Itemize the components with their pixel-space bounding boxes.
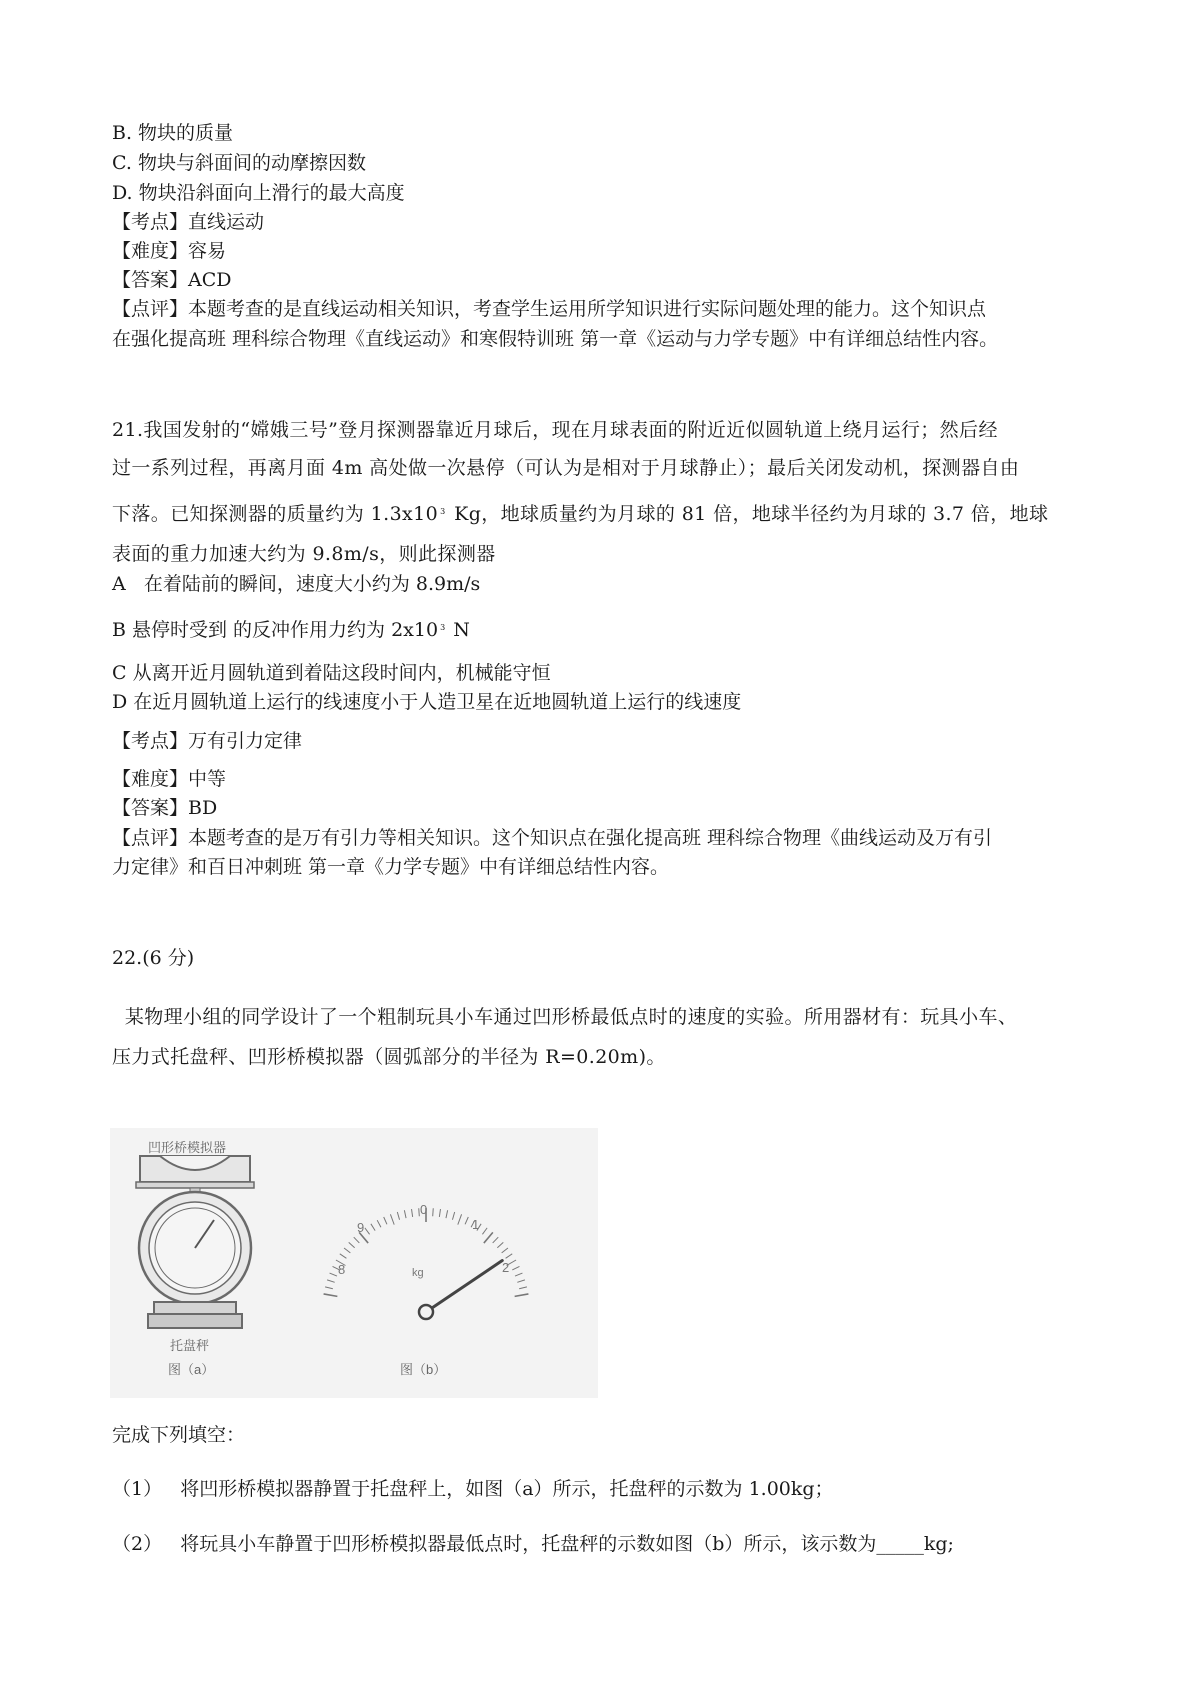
dial-tick-mark: [515, 1273, 522, 1276]
simulator-label: 凹形桥模拟器: [148, 1140, 227, 1155]
option-b: B. 物块的质量: [112, 122, 234, 144]
dial-tick-mark: [377, 1220, 381, 1227]
dial-tick-mark: [340, 1254, 347, 1258]
dial-tick-mark: [439, 1209, 440, 1217]
dial-tick-mark: [452, 1212, 454, 1220]
dial-tick-0: 0: [420, 1202, 428, 1217]
caption-a: 图（a）: [168, 1362, 215, 1377]
dial-tick-8: 8: [338, 1262, 346, 1277]
dial-tick-2: 2: [502, 1260, 510, 1275]
dial-tick-mark: [349, 1242, 355, 1247]
scale-tray: [136, 1182, 254, 1188]
answer-line: 【答案】ACD: [112, 269, 232, 291]
figure-b-dial: [324, 1202, 529, 1377]
q22-intro-line-2: 压力式托盘秤、凹形桥模拟器（圆弧部分的半径为 R=0.20m)。: [112, 1046, 666, 1068]
q22-step-2: （2） 将玩具小车静置于凹形桥模拟器最低点时，托盘秤的示数如图（b）所示，该示数为_____kg;: [112, 1533, 954, 1555]
q21-stem-line-1: 21.我国发射的“嫦娥三号”登月探测器靠近月球后，现在月球表面的附近近似圆轨道上绕月运行；然后经: [112, 419, 998, 441]
q21-comment-line-1: 【点评】本题考查的是万有引力等相关知识。这个知识点在强化提高班 理科综合物理《曲线运动及万有引: [112, 827, 993, 849]
dial-tick-mark: [482, 1228, 487, 1234]
dial-tick-1: 1: [472, 1217, 480, 1232]
q21-stem-line-2: 过一系列过程，再离月面 4m 高处做一次悬停（可认为是相对于月球静止）；最后关闭发动机，探测器自由: [112, 457, 1020, 479]
dial-tick-mark: [512, 1266, 519, 1270]
dial-tick-mark: [484, 1232, 493, 1243]
dial-tick-mark: [371, 1224, 375, 1231]
q22-figure-svg: [110, 1128, 598, 1398]
q21-kaodian: 【考点】万有引力定律: [112, 730, 303, 752]
dial-tick-mark: [502, 1248, 508, 1253]
dial-tick-mark: [327, 1280, 335, 1282]
dial-tick-mark: [519, 1287, 527, 1289]
dial-tick-mark: [404, 1210, 406, 1218]
dial-needle: [426, 1261, 502, 1312]
nandu-line: 【难度】容易: [112, 240, 227, 262]
q21-comment-line-2: 力定律》和百日冲刺班 第一章《力学专题》中有详细总结性内容。: [112, 856, 670, 878]
q21-stem-line-4: 表面的重力加速大约为 9.8m/s，则此探测器: [112, 543, 496, 565]
dial-tick-mark: [412, 1209, 413, 1217]
dial-ticks: [324, 1208, 529, 1296]
dial-tick-mark: [324, 1294, 338, 1296]
dial-unit: kg: [412, 1267, 424, 1279]
dial-tick-mark: [497, 1242, 503, 1247]
q21-option-d: D 在近月圆轨道上运行的线速度小于人造卫星在近地圆轨道上运行的线速度: [112, 691, 742, 713]
dial-tick-mark: [390, 1214, 394, 1224]
comment-line-1: 【点评】本题考查的是直线运动相关知识，考查学生运用所学知识进行实际问题处理的能力。这个知识点: [112, 298, 987, 320]
caption-b: 图（b）: [400, 1362, 447, 1377]
scale-base-top: [154, 1302, 236, 1314]
dial-tick-mark: [493, 1237, 499, 1243]
q22-step-1: （1） 将凹形桥模拟器静置于托盘秤上，如图（a）所示，托盘秤的示数为 1.00kg；: [112, 1478, 834, 1500]
option-d: D. 物块沿斜面向上滑行的最大高度: [112, 182, 405, 204]
dial-tick-mark: [517, 1280, 525, 1282]
kaodian-line: 【考点】直线运动: [112, 211, 265, 233]
dial-tick-mark: [397, 1212, 399, 1220]
dial-tick-mark: [354, 1237, 360, 1243]
option-c: C. 物块与斜面间的动摩擦因数: [112, 152, 366, 174]
dial-tick-mark: [465, 1217, 468, 1224]
dial-tick-mark: [433, 1208, 434, 1216]
dial-tick-mark: [458, 1214, 462, 1224]
dial-tick-mark: [446, 1210, 448, 1218]
dial-tick-mark: [344, 1248, 350, 1253]
q21-option-c: C 从离开近月圆轨道到着陆这段时间内，机械能守恒: [112, 662, 551, 684]
dial-tick-9: 9: [357, 1220, 365, 1235]
dial-tick-mark: [384, 1217, 387, 1224]
q22-intro-line-1: 某物理小组的同学设计了一个粗制玩具小车通过凹形桥最低点时的速度的实验。所用器材有：玩具小车、: [112, 1006, 1018, 1028]
figure-a-scale: [136, 1140, 254, 1377]
dial-tick-mark: [515, 1294, 529, 1296]
dial-tick-mark: [365, 1228, 370, 1234]
q22-header: 22.(6 分): [112, 947, 195, 969]
q21-option-b: B 悬停时受到 的反冲作用力约为 2x10 $^3$ N: [112, 619, 470, 641]
q21-answer: 【答案】BD: [112, 797, 218, 819]
comment-line-2: 在强化提高班 理科综合物理《直线运动》和寒假特训班 第一章《运动与力学专题》中有详细总结性内容。: [112, 328, 999, 350]
q21-option-a: A 在着陆前的瞬间，速度大小约为 8.9m/s: [112, 573, 481, 595]
scale-base: [148, 1314, 242, 1328]
scale-label: 托盘秤: [170, 1338, 210, 1353]
q22-figure: [110, 1128, 598, 1398]
q21-nandu: 【难度】中等: [112, 768, 227, 790]
q21-stem-line-3: 下落。已知探测器的质量约为 1.3x10 $^3$ Kg，地球质量约为月球的 81 倍，地球半径约为月球的 3.7 倍，地球: [112, 503, 1049, 525]
dial-tick-mark: [506, 1254, 513, 1258]
dial-pivot: [419, 1305, 433, 1319]
fill-prompt: 完成下列填空：: [112, 1424, 246, 1446]
dial-tick-mark: [325, 1287, 333, 1289]
dial-tick-mark: [330, 1273, 337, 1276]
